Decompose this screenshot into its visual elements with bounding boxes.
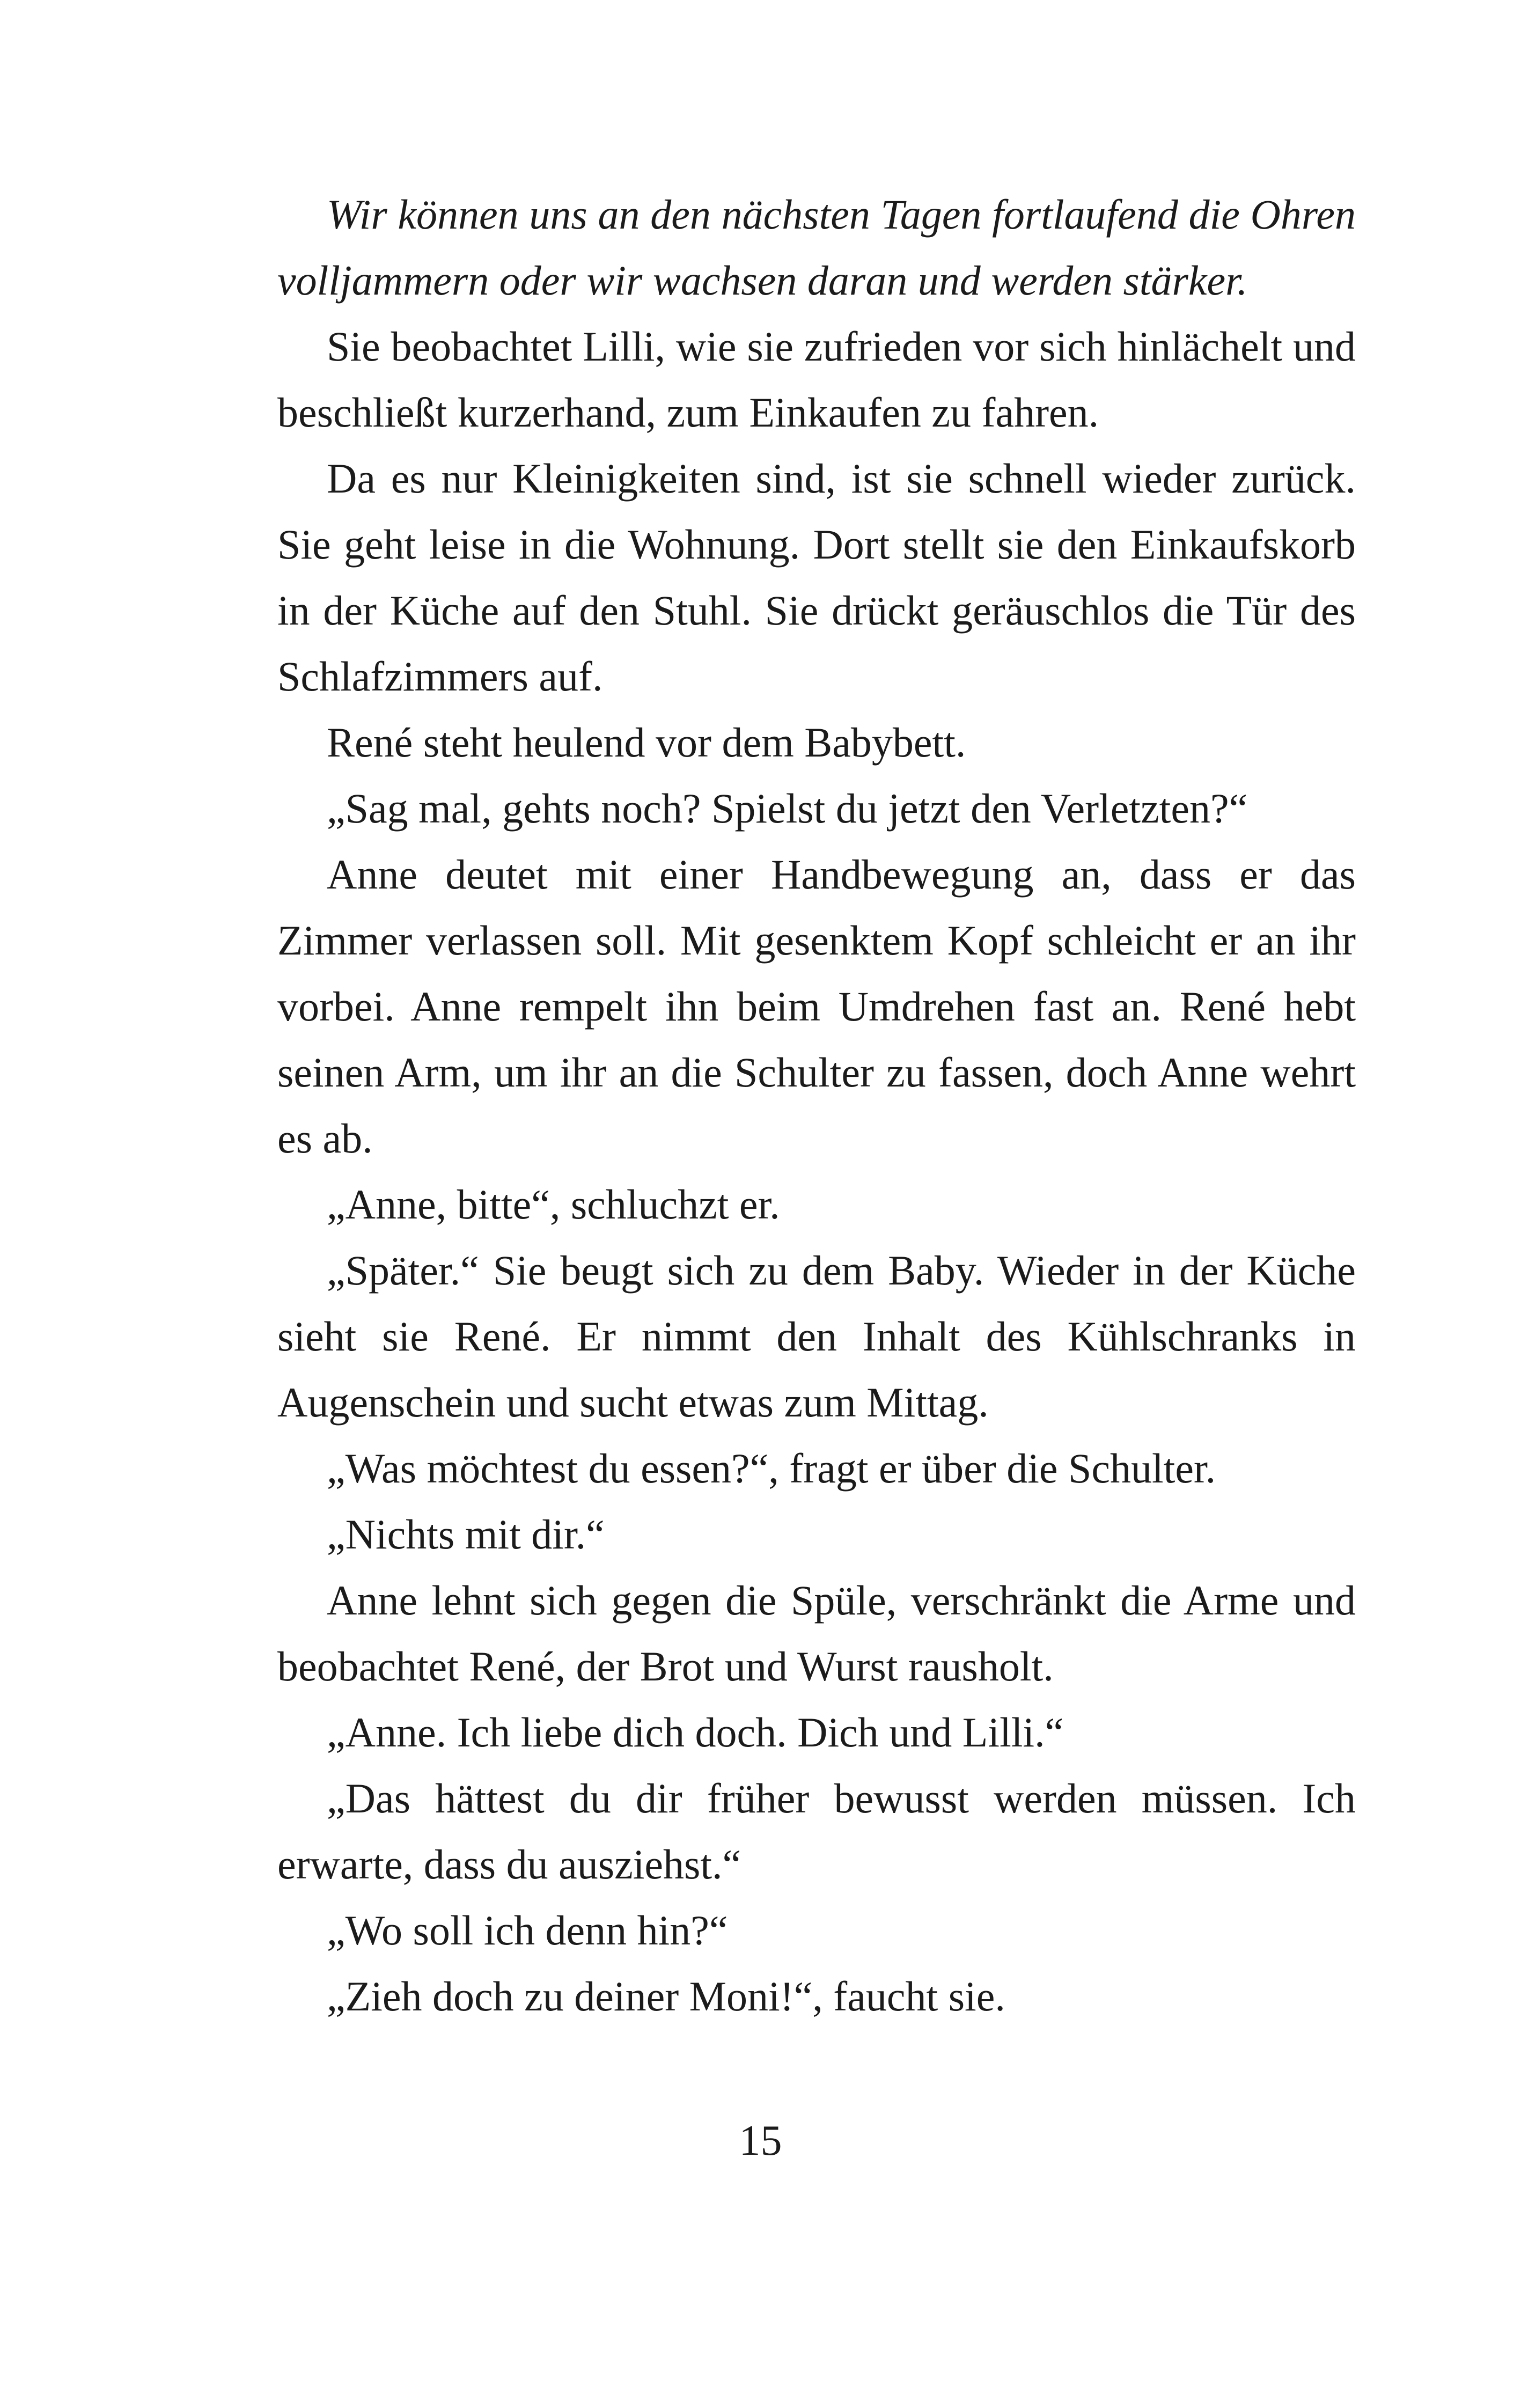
paragraph-inner-thought: Wir können uns an den nächsten Tagen fortlaufend die Ohren volljammern oder wir wachsen daran und werden stärker.	[277, 191, 1356, 304]
paragraph-dialogue: „Das hättest du dir früher bewusst werden müssen. Ich erwarte, dass du ausziehst.“	[277, 1775, 1356, 1888]
paragraph: Anne deutet mit einer Handbewegung an, dass er das Zimmer verlassen soll. Mit gesenktem Kopf schleicht er an ihr vorbei. Anne rempelt ihn beim Umdrehen fast an. René hebt seinen Arm, um ihr an die Schulter zu fassen, doch Anne wehrt es ab.	[277, 851, 1356, 1162]
paragraph: René steht heulend vor dem Babybett.	[327, 719, 966, 766]
paragraph-dialogue: „Wo soll ich denn hin?“	[327, 1907, 728, 1954]
paragraph: Da es nur Kleinigkeiten sind, ist sie schnell wieder zurück. Sie geht leise in die Wohnung. Dort stellt sie den Einkaufskorb in der Küche auf den Stuhl. Sie drückt geräuschlos die Tür des Schlafzimmers auf.	[277, 455, 1356, 700]
page-number: 15	[739, 2117, 782, 2164]
paragraph-dialogue: „Sag mal, gehts noch? Spielst du jetzt den Verletzten?“	[327, 785, 1248, 832]
paragraph-dialogue: „Anne, bitte“, schluchzt er.	[327, 1181, 780, 1228]
paragraph: Sie beobachtet Lilli, wie sie zufrieden vor sich hinlächelt und beschließt kurzerhand, zum Einkaufen zu fahren.	[277, 323, 1356, 436]
paragraph-dialogue: „Zieh doch zu deiner Moni!“, faucht sie.	[327, 1973, 1005, 2020]
paragraph-dialogue: „Nichts mit dir.“	[327, 1511, 605, 1558]
paragraph: Anne lehnt sich gegen die Spüle, verschränkt die Arme und beobachtet René, der Brot und Wurst rausholt.	[277, 1577, 1356, 1690]
paragraph-dialogue: „Was möchtest du essen?“, fragt er über die Schulter.	[327, 1445, 1216, 1492]
paragraph-dialogue: „Später.“ Sie beugt sich zu dem Baby. Wieder in der Küche sieht sie René. Er nimmt den Inhalt des Kühlschranks in Augenschein und sucht etwas zum Mittag.	[277, 1247, 1356, 1426]
paragraph-dialogue: „Anne. Ich liebe dich doch. Dich und Lilli.“	[327, 1709, 1064, 1756]
body-text	[277, 181, 1356, 2029]
